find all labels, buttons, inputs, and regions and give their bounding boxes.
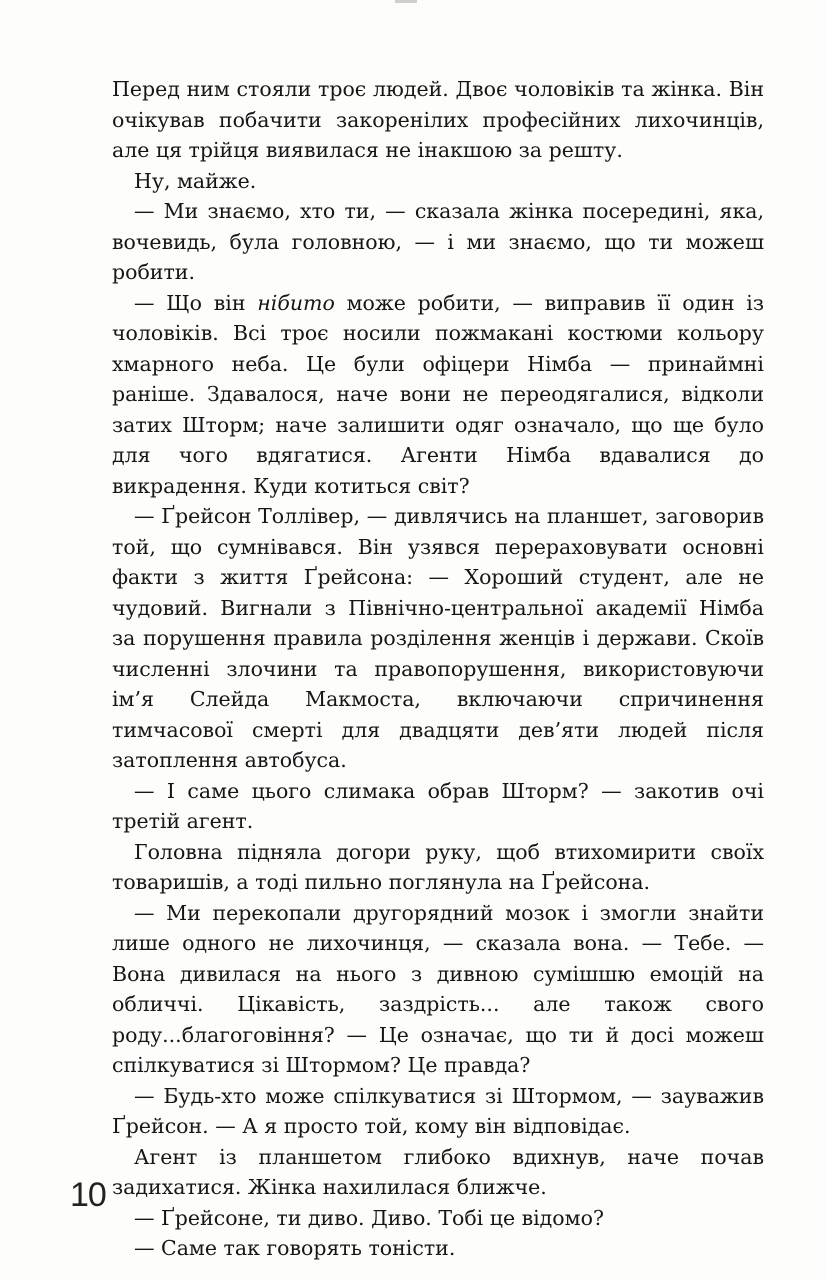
paragraph-text: може робити, — виправив її один із чоловіків. Всі троє носили пожмакані костюми кольору хмарного неба. Це були офіцери Німба — принаймні раніше. Здавалося, наче вони не переодягалися, відколи затих Шторм; наче залишити одяг означало, що ще було для чого вдягатися. Агенти Німба вдавалися до викрадення. Куди котиться світ? [112, 290, 765, 498]
page-edge-mark [395, 0, 417, 3]
paragraph: — Ґрейсон Толлівер, — дивлячись на планшет, заговорив той, що сумнівався. Він узявся перераховувати основні факти з життя Ґрейсона: — Хороший студент, але не чудовий. Вигнали з Північно-центральної академії Німба за порушення правила розділення женців і держави. Скоїв численні злочини та правопорушення, використовуючи ім’я Слейда Макмоста, включаючи спричинення тимчасової смерті для двадцяти дев’яти людей після затоплення автобуса. [112, 504, 764, 772]
paragraph: — І саме цього слимака обрав Шторм? — закотив очі третій агент. [112, 778, 764, 833]
paragraph-text: — Що він [134, 290, 258, 315]
paragraph: — Ми перекопали другорядний мозок і змогли знайти лише одного не лихочинця, — сказала вона. — Тебе. — Вона дивилася на нього з дивною сумішшю емоцій на обличчі. Цікавість, заздрість... але також свого роду...благоговіння? — Це означає, що ти й досі можеш спілкуватися зі Штормом? Це правда? [112, 900, 764, 1077]
paragraph: Агент із планшетом глибоко вдихнув, наче почав задихатися. Жінка нахилилася ближче. [112, 1144, 764, 1199]
paragraph [112, 288, 764, 502]
paragraph: — Будь-хто може спілкуватися зі Штормом, — зауважив Ґрейсон. — А я просто той, кому він відповідає. [112, 1083, 764, 1138]
page-number: 10 [70, 1176, 106, 1214]
paragraph: — Саме так говорять тоністи. [134, 1236, 456, 1260]
paragraph: Головна підняла догори руку, щоб втихомирити своїх товаришів, а тоді пильно поглянула на Ґрейсона. [112, 839, 764, 894]
italic-word: нібито [257, 290, 335, 315]
paragraph: Ну, майже. [134, 168, 257, 193]
paragraph: Перед ним стояли троє людей. Двоє чоловіків та жінка. Він очікував побачити закоренілих професійних лихочинців, але ця трійця виявилася не інакшою за решту. [112, 77, 764, 162]
paragraph: — Ми знаємо, хто ти, — сказала жінка посередині, яка, вочевидь, була головною, — і ми знаємо, що ти можеш робити. [112, 199, 764, 284]
paragraph: — Ґрейсоне, ти диво. Диво. Тобі це відомо? [134, 1205, 604, 1230]
body-text [112, 74, 764, 1264]
